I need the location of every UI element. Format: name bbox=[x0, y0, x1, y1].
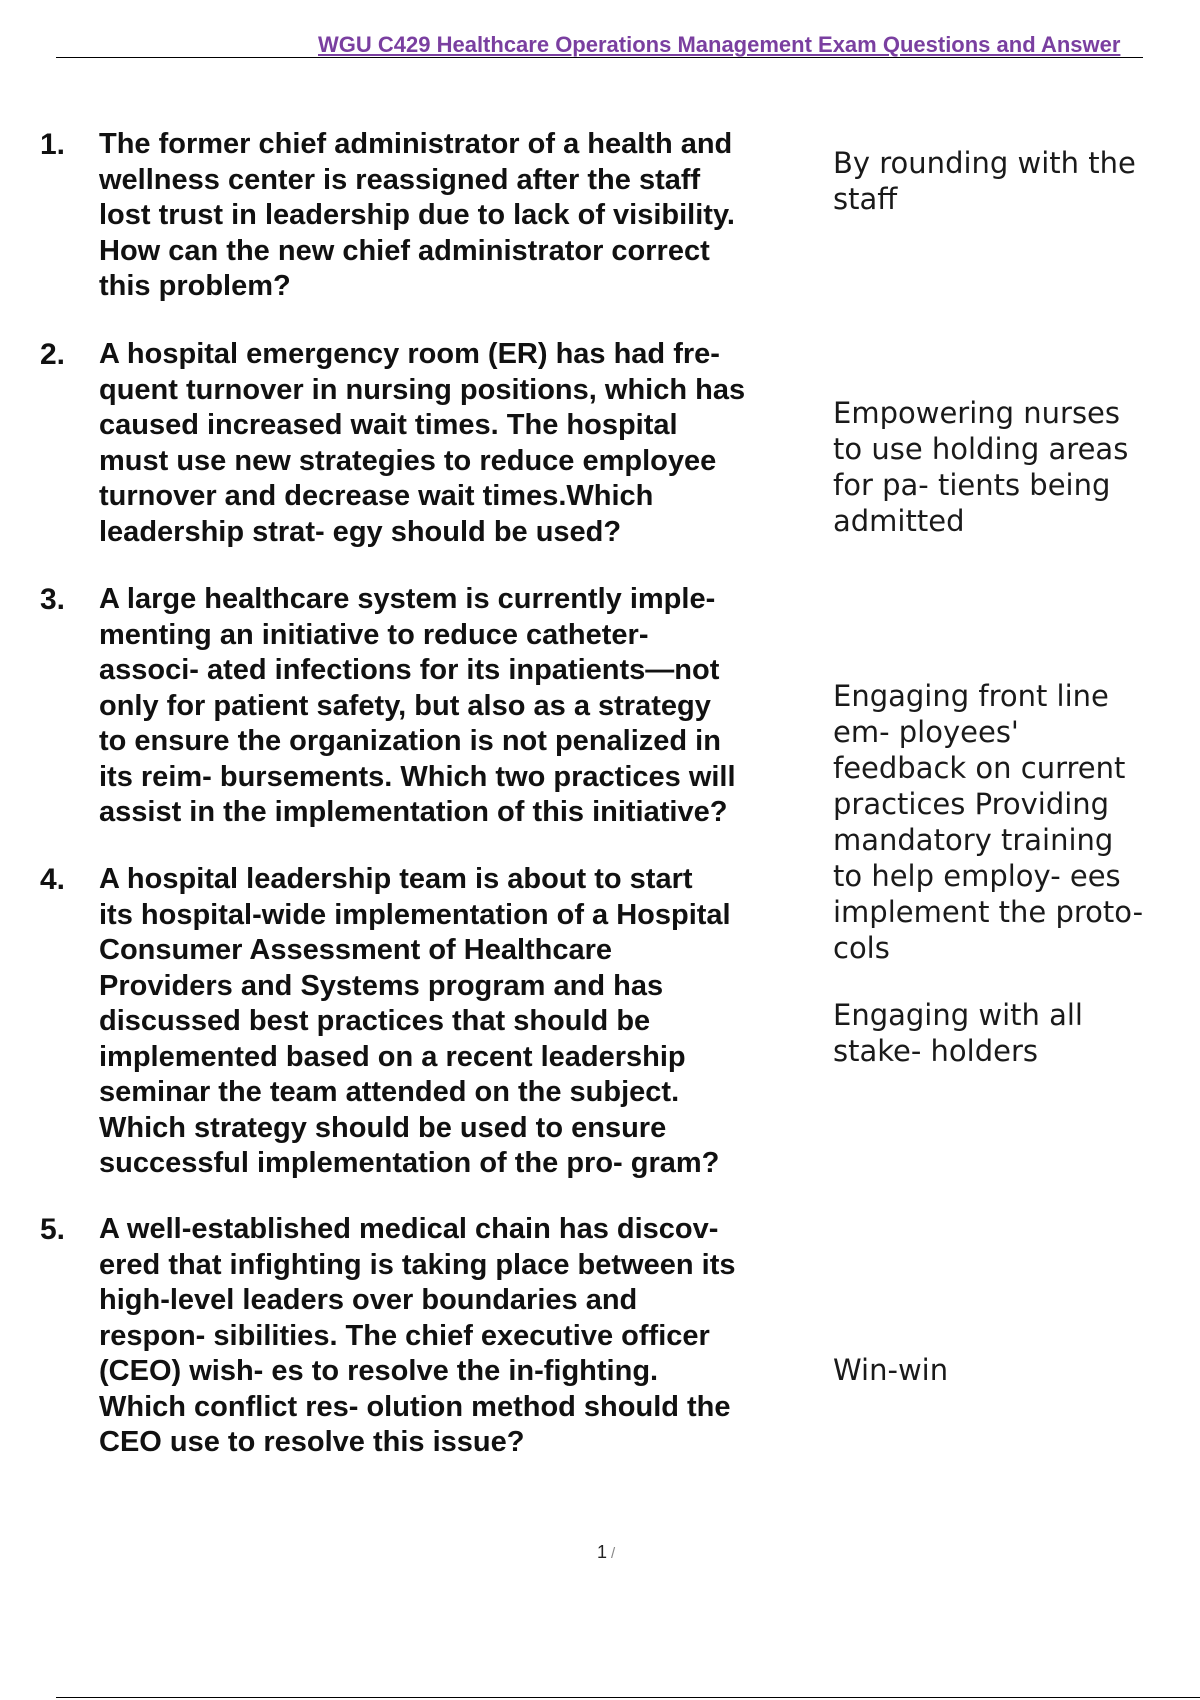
question-5-text: A well-established medical chain has discov- ered that infighting is taking place between its high-level leaders over boundaries and respon- sibilities. The chief executive officer (CEO) wish- es to resolve the in-fighting. Which conflict res- olution method should the CEO use to resolve this issue? bbox=[99, 1213, 736, 1458]
question-2-text: A hospital emergency room (ER) has had fre- quent turnover in nursing positions, which has caused increased wait times. The hospital must use new strategies to reduce employee turnover and decrease wait times.Which leadership strat- egy should be used? bbox=[99, 338, 746, 548]
answer-3-text: Engaging front line em- ployees' feedback on current practices Providing mandatory training to help employ- ees implement the proto- cols bbox=[833, 679, 1144, 965]
page-number-value: 1 bbox=[597, 1542, 608, 1562]
header-divider bbox=[56, 57, 1143, 58]
footer-divider bbox=[56, 1697, 1200, 1698]
answer-4-text: Engaging with all stake- holders bbox=[833, 998, 1083, 1068]
question-3-text: A large healthcare system is currently imple- menting an initiative to reduce catheter- associ- ated infections for its inpatients—not only for patient safety, but also as a strategy to ensure the organization is not penalized in its reim- bursements. Which two practices will assist in the implementation of this initiative? bbox=[99, 583, 736, 828]
answer-1-text: By rounding with the staff bbox=[833, 146, 1136, 216]
question-4-number: 4. bbox=[40, 863, 66, 896]
question-1-text: The former chief administrator of a health and wellness center is reassigned after the staff lost trust in leadership due to lack of visibility. How can the new chief administrator correct this problem? bbox=[99, 128, 735, 302]
page-number-separator: / bbox=[611, 1545, 616, 1562]
question-4-text: A hospital leadership team is about to start its hospital-wide implementation of a Hospital Consumer Assessment of Healthcare Providers and Systems program and has discussed best practices that should be implemented based on a recent leadership seminar the team attended on the subject. Which strategy should be used to ensure successful implementation of the pro- gram? bbox=[99, 863, 731, 1179]
question-1-number: 1. bbox=[40, 128, 66, 161]
answer-2-text: Empowering nurses to use holding areas for pa- tients being admitted bbox=[833, 396, 1129, 538]
page-number bbox=[597, 1542, 615, 1563]
question-5-number: 5. bbox=[40, 1213, 66, 1246]
answer-5-text: Win-win bbox=[833, 1353, 949, 1387]
question-2-number: 2. bbox=[40, 338, 66, 371]
question-3-number: 3. bbox=[40, 583, 66, 616]
document-title-link[interactable]: WGU C429 Healthcare Operations Management Exam Questions and Answer bbox=[318, 32, 1121, 57]
